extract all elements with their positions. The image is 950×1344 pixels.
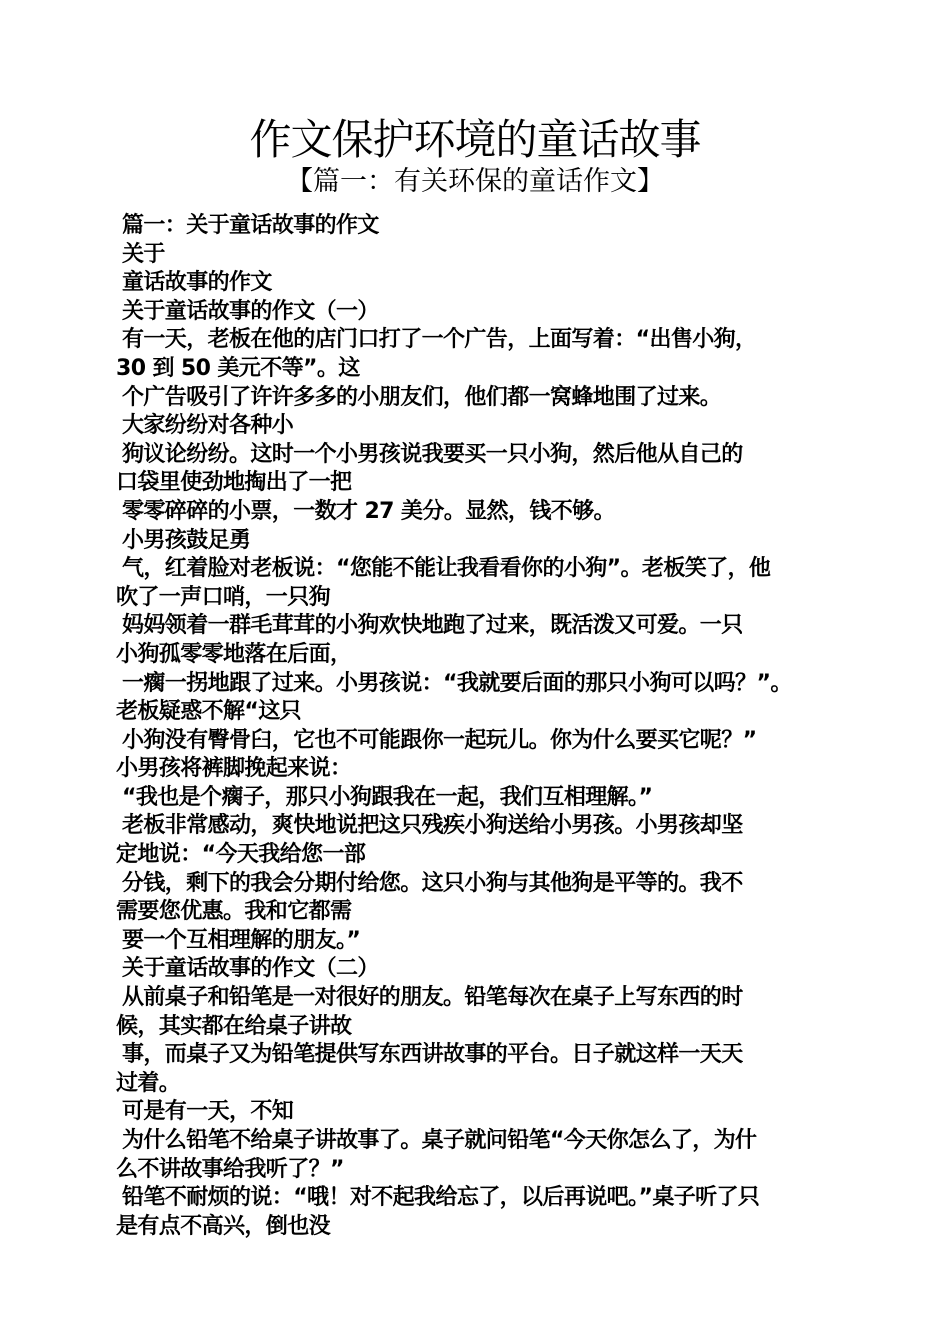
body-line: 要一个互相理解的朋友。” — [122, 927, 361, 953]
body-line: 小狗孤零零地落在后面， — [116, 641, 352, 667]
body-line: 妈妈领着一群毛茸茸的小狗欢快地跑了过来，既活泼又可爱。一只 — [122, 613, 743, 639]
body-line: 零零碎碎的小票，一数才 27 美分。显然，钱不够。 — [122, 498, 615, 524]
document-title: 作文保护环境的童话故事 — [249, 115, 701, 164]
body-line: 狗议论纷纷。这时一个小男孩说我要买一只小狗，然后他从自己的 — [122, 441, 743, 467]
body-line: 定地说：“今天我给您一部 — [116, 842, 366, 868]
body-line: 个广告吸引了许许多多的小朋友们，他们都一窝蜂地围了过来。 — [122, 384, 722, 410]
body-line: 分钱，剩下的我会分期付给您。这只小狗与其他狗是平等的。我不 — [122, 870, 743, 896]
document-subtitle: 【篇一：有关环保的童话作文】 — [286, 166, 664, 197]
document-body — [116, 212, 856, 1241]
body-line: 可是有一天，不知 — [122, 1099, 294, 1125]
body-line: 事，而桌子又为铅笔提供写东西讲故事的平台。日子就这样一天天 — [122, 1042, 743, 1068]
body-line: 候，其实都在给桌子讲故 — [116, 1013, 352, 1039]
body-line: 过着。 — [116, 1070, 181, 1096]
body-line: 老板非常感动，爽快地说把这只残疾小狗送给小男孩。小男孩却坚 — [122, 813, 743, 839]
body-line: 铅笔不耐烦的说：“哦！对不起我给忘了，以后再说吧。”桌子听了只 — [122, 1185, 760, 1211]
body-line: 为什么铅笔不给桌子讲故事了。桌子就问铅笔“今天你怎么了，为什 — [122, 1128, 757, 1153]
body-line: 大家纷纷对各种小 — [122, 413, 294, 439]
body-line: 气，红着脸对老板说：“您能不能让我看看你的小狗”。老板笑了，他 — [122, 556, 771, 582]
body-line: 一瘸一拐地跟了过来。小男孩说：“我就要后面的那只小狗可以吗？”。 — [122, 670, 792, 696]
body-line: 从前桌子和铅笔是一对很好的朋友。铅笔每次在桌子上写东西的时 — [122, 985, 743, 1011]
body-line: 老板疑惑不解“这只 — [116, 699, 302, 725]
body-line: 关于 — [122, 241, 165, 267]
body-line: 口袋里使劲地掏出了一把 — [116, 470, 352, 496]
body-line: 小男孩将裤脚挽起来说： — [116, 756, 352, 782]
body-line: 篇一：关于童话故事的作文 — [122, 213, 379, 238]
body-line: 童话故事的作文 — [122, 270, 272, 296]
body-line: 关于童话故事的作文（二） — [122, 956, 379, 982]
body-line: 小狗没有臀骨臼，它也不可能跟你一起玩儿。你为什么要买它呢？” — [122, 727, 757, 753]
body-line: 30 到 50 美元不等”。这 — [116, 355, 360, 381]
body-line: 是有点不高兴，倒也没 — [116, 1213, 331, 1239]
body-line: 么不讲故事给我听了？” — [116, 1156, 344, 1182]
body-line: 小男孩鼓足勇 — [122, 527, 251, 553]
body-line: 关于童话故事的作文（一） — [122, 298, 379, 324]
body-line: 需要您优惠。我和它都需 — [116, 899, 352, 925]
body-line: “我也是个瘸子，那只小狗跟我在一起，我们互相理解。” — [122, 784, 653, 810]
body-line: 有一天，老板在他的店门口打了一个广告，上面写着：“出售小狗， — [122, 327, 757, 353]
body-line: 吹了一声口哨，一只狗 — [116, 584, 331, 610]
